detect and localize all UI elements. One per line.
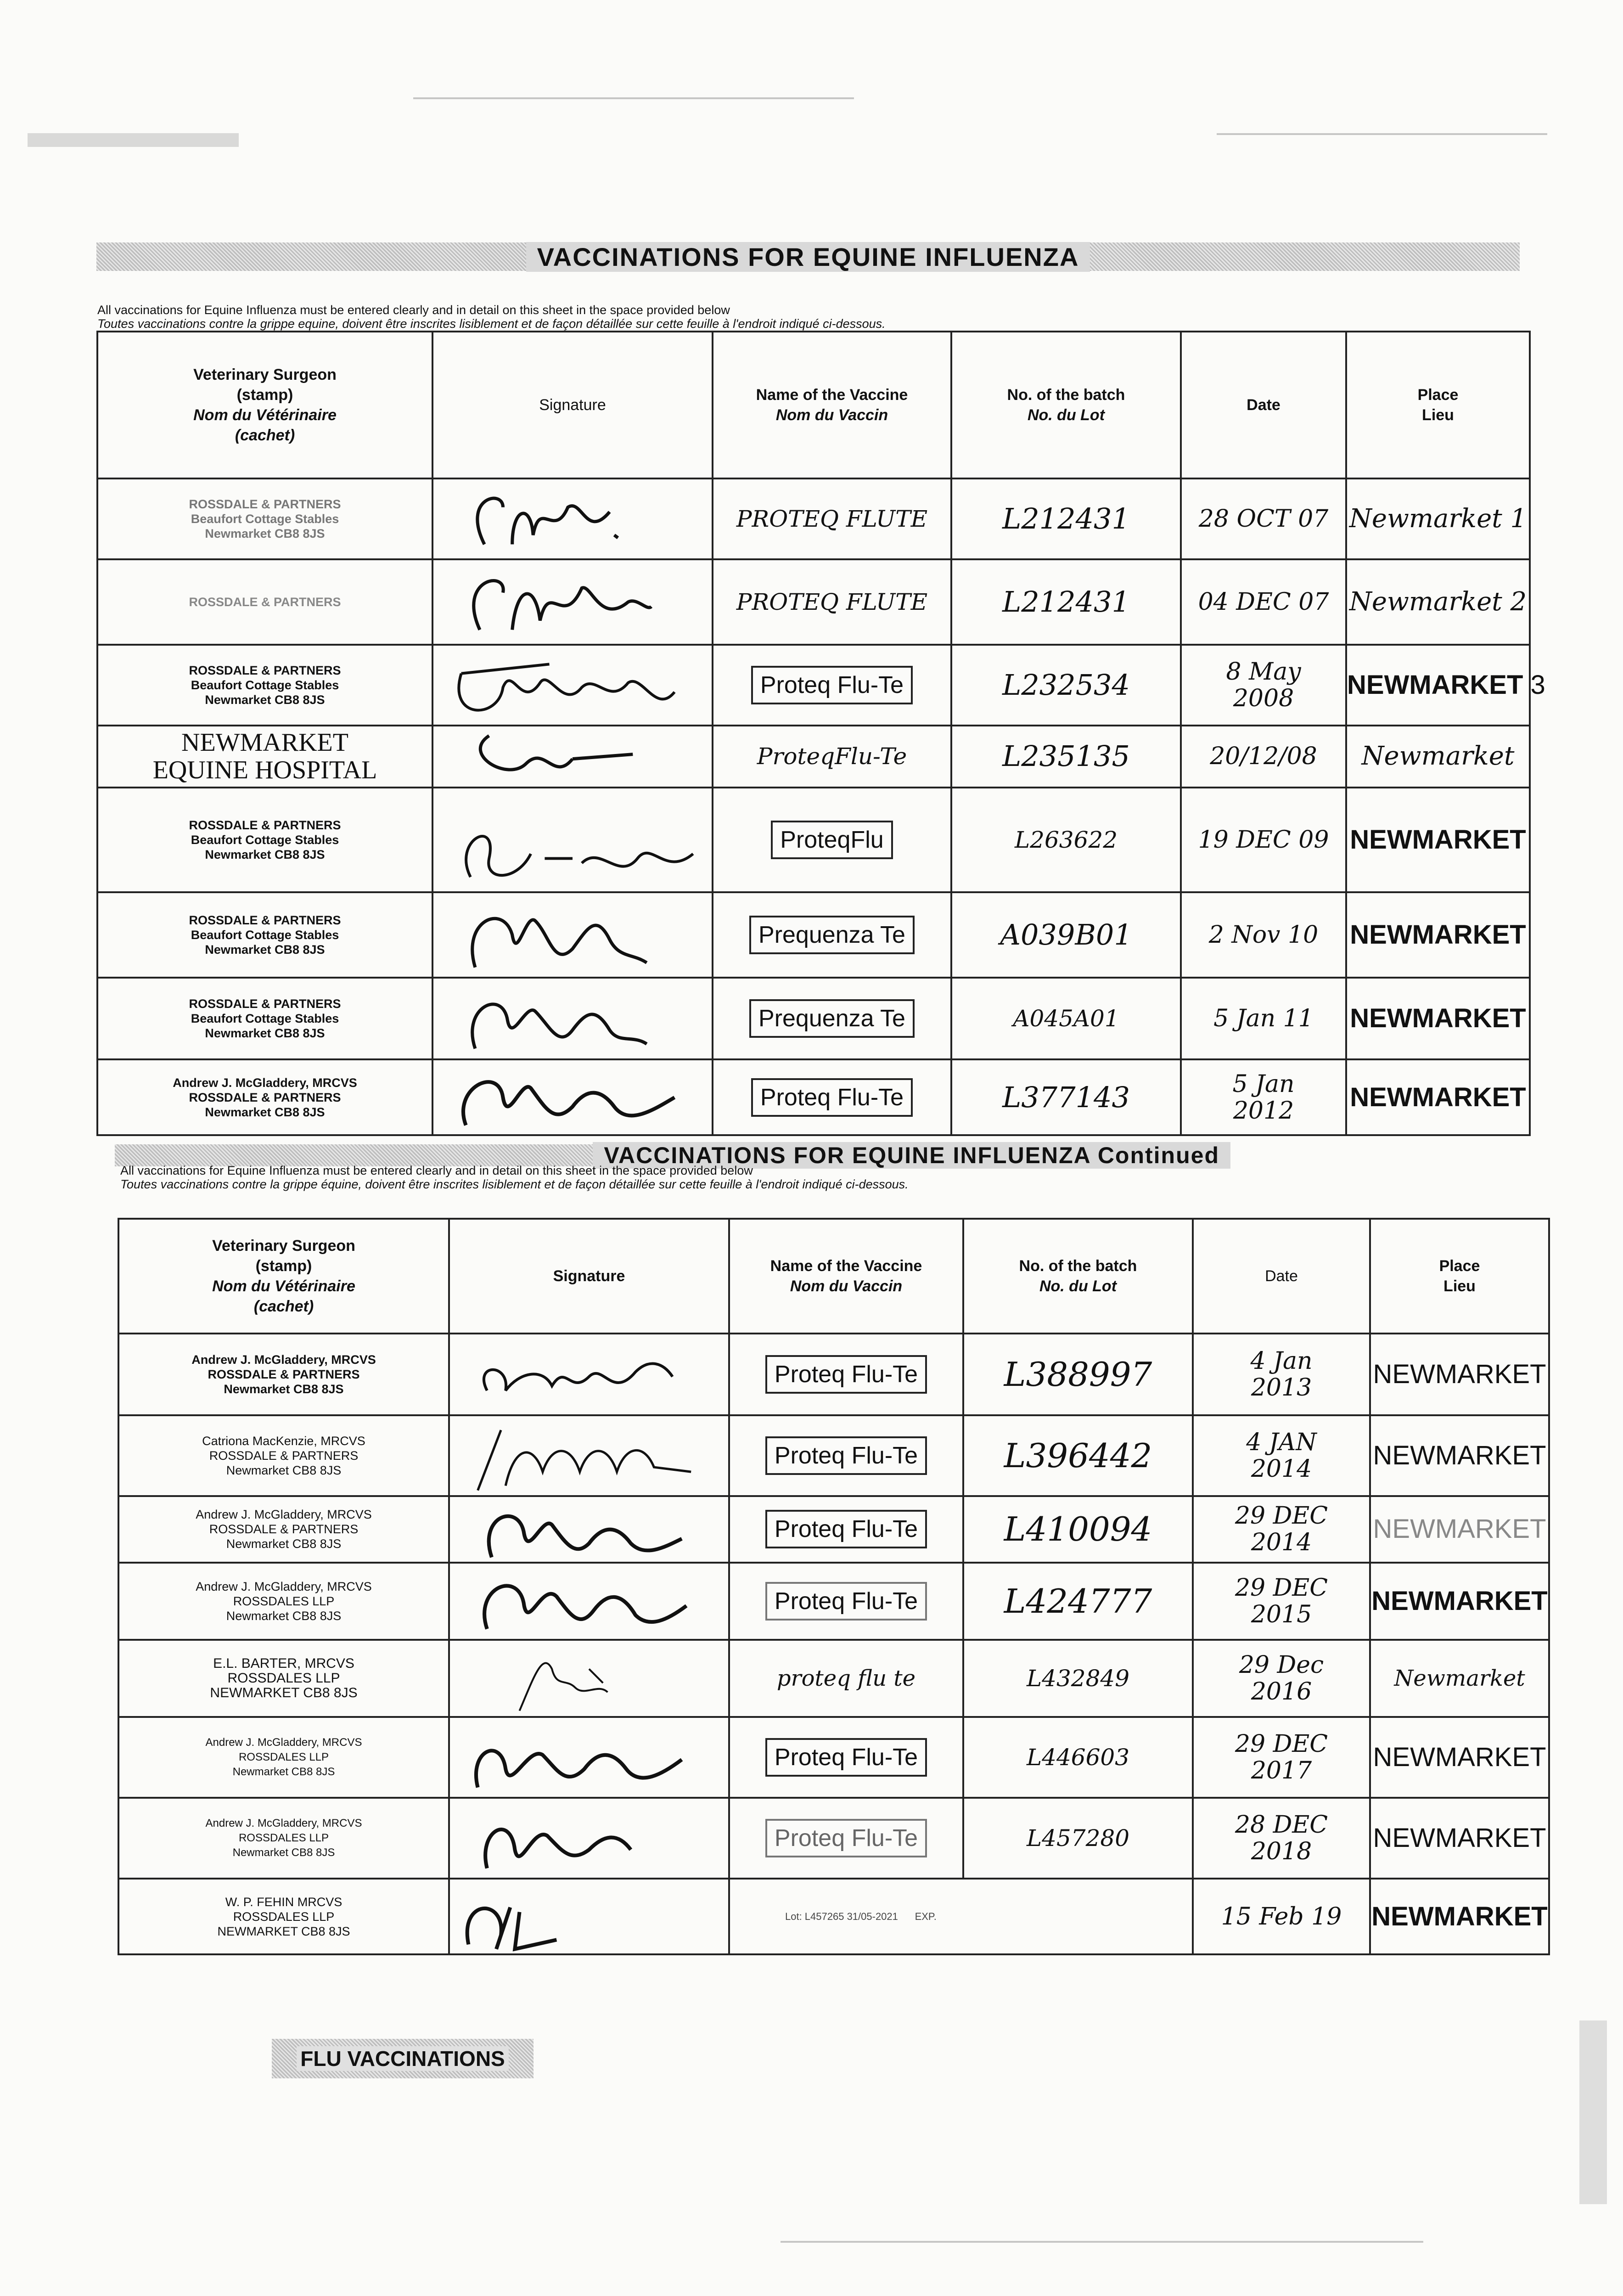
vaccine-name: Proteq Flu-Te bbox=[729, 1563, 963, 1640]
header-batch: No. of the batch No. du Lot bbox=[963, 1219, 1193, 1334]
vaccination-date: 2 Nov 10 bbox=[1181, 892, 1346, 978]
vaccine-name: Proteq Flu-Te bbox=[713, 1059, 951, 1136]
batch-number: L212431 bbox=[951, 559, 1181, 645]
vaccination-table-1 bbox=[96, 331, 1545, 1136]
section-2-title: VACCINATIONS FOR EQUINE INFLUENZA Continued bbox=[593, 1142, 1230, 1169]
signature-image bbox=[432, 978, 713, 1059]
batch-number: L410094 bbox=[963, 1496, 1193, 1563]
vet-stamp: W. P. FEHIN MRCVS ROSSDALES LLP NEWMARKET CB8 8JS bbox=[118, 1879, 449, 1955]
header-place: Place Lieu bbox=[1346, 332, 1530, 478]
vet-stamp: Catriona MacKenzie, MRCVS ROSSDALE & PARTNERS Newmarket CB8 8JS bbox=[118, 1415, 449, 1496]
instruction-en: All vaccinations for Equine Influenza must be entered clearly and in detail on this sheet in the space provided below bbox=[120, 1164, 753, 1177]
vet-stamp: ROSSDALE & PARTNERS bbox=[97, 559, 432, 645]
table-row bbox=[118, 1334, 1549, 1415]
table-row bbox=[97, 788, 1530, 892]
vaccination-date: 04 DEC 07 bbox=[1181, 559, 1346, 645]
batch-number: A039B01 bbox=[951, 892, 1181, 978]
batch-number: L396442 bbox=[963, 1415, 1193, 1496]
signature-image bbox=[432, 645, 713, 726]
vaccination-date: 29 Dec 2016 bbox=[1193, 1640, 1370, 1717]
table-row bbox=[118, 1415, 1549, 1496]
signature-image bbox=[449, 1415, 729, 1496]
vaccination-date: 19 DEC 09 bbox=[1181, 788, 1346, 892]
vaccination-date: 28 OCT 07 bbox=[1181, 478, 1346, 559]
header-vaccine: Name of the Vaccine Nom du Vaccin bbox=[713, 332, 951, 478]
vaccine-name: ProteqFlu-Te bbox=[713, 726, 951, 788]
signature-image bbox=[449, 1334, 729, 1415]
header-batch: No. of the batch No. du Lot bbox=[951, 332, 1181, 478]
vet-stamp: Andrew J. McGladdery, MRCVS ROSSDALES LLP Newmarket CB8 8JS bbox=[118, 1798, 449, 1879]
signature-image bbox=[449, 1640, 729, 1717]
vet-stamp: Andrew J. McGladdery, MRCVS ROSSDALE & PARTNERS Newmarket CB8 8JS bbox=[118, 1496, 449, 1563]
vaccine-name: ProteqFlu bbox=[713, 788, 951, 892]
table-row bbox=[97, 559, 1530, 645]
vet-stamp: Andrew J. McGladdery, MRCVS ROSSDALE & PARTNERS Newmarket CB8 8JS bbox=[118, 1334, 449, 1415]
header-vaccine: Name of the Vaccine Nom du Vaccin bbox=[729, 1219, 963, 1334]
vaccination-table-2 bbox=[118, 1218, 1550, 1955]
scan-noise bbox=[413, 97, 854, 99]
signature-image bbox=[449, 1496, 729, 1563]
flu-vaccinations-tab: FLU VACCINATIONS bbox=[272, 2039, 534, 2078]
batch-number: L424777 bbox=[963, 1563, 1193, 1640]
table-row bbox=[118, 1563, 1549, 1640]
table-row bbox=[97, 892, 1530, 978]
margin-number: 2 bbox=[1510, 587, 1527, 617]
place: Newmarket 1 bbox=[1346, 478, 1530, 559]
signature-image bbox=[432, 788, 713, 892]
vaccine-name: proteq flu te bbox=[729, 1640, 963, 1717]
place: NEWMARKET bbox=[1370, 1563, 1549, 1640]
vet-stamp: E.L. BARTER, MRCVS ROSSDALES LLP NEWMARKET CB8 8JS bbox=[118, 1640, 449, 1717]
vet-stamp: NEWMARKET EQUINE HOSPITAL bbox=[97, 726, 432, 788]
vet-stamp: ROSSDALE & PARTNERS Beaufort Cottage Stables Newmarket CB8 8JS bbox=[97, 478, 432, 559]
vaccination-date: 29 DEC 2014 bbox=[1193, 1496, 1370, 1563]
signature-image bbox=[432, 892, 713, 978]
signature-image bbox=[449, 1879, 729, 1955]
place: Newmarket 2 bbox=[1346, 559, 1530, 645]
vaccine-name: Proteq Flu-Te bbox=[729, 1415, 963, 1496]
place: NEWMARKET bbox=[1370, 1879, 1549, 1955]
table-1-header-row bbox=[97, 332, 1530, 478]
scan-noise bbox=[1217, 133, 1547, 135]
place: Newmarket bbox=[1346, 726, 1530, 788]
scan-noise bbox=[28, 133, 239, 147]
batch-number: L212431 bbox=[951, 478, 1181, 559]
vaccination-date: 5 Jan 2012 bbox=[1181, 1059, 1346, 1136]
place: NEWMARKET bbox=[1346, 978, 1530, 1059]
vaccine-name: Prequenza Te bbox=[713, 892, 951, 978]
batch-number: L457280 bbox=[963, 1798, 1193, 1879]
signature-image bbox=[432, 1059, 713, 1136]
place: Newmarket bbox=[1370, 1640, 1549, 1717]
table-row bbox=[97, 1059, 1530, 1136]
vaccine-name: PROTEQ FLUTE bbox=[713, 559, 951, 645]
vaccination-date: 4 JAN 2014 bbox=[1193, 1415, 1370, 1496]
header-vet: Veterinary Surgeon (stamp) Nom du Vétérinaire (cachet) bbox=[97, 332, 432, 478]
vet-stamp: ROSSDALE & PARTNERS Beaufort Cottage Stables Newmarket CB8 8JS bbox=[97, 645, 432, 726]
vaccination-date: 29 DEC 2017 bbox=[1193, 1717, 1370, 1798]
vaccine-name: Proteq Flu-Te bbox=[713, 645, 951, 726]
header-date: Date bbox=[1193, 1219, 1370, 1334]
vet-stamp: ROSSDALE & PARTNERS Beaufort Cottage Stables Newmarket CB8 8JS bbox=[97, 892, 432, 978]
place: NEWMARKET bbox=[1370, 1496, 1549, 1563]
vaccine-name: Proteq Flu-Te bbox=[729, 1334, 963, 1415]
vaccination-date: 29 DEC 2015 bbox=[1193, 1563, 1370, 1640]
vet-stamp: ROSSDALE & PARTNERS Beaufort Cottage Stables Newmarket CB8 8JS bbox=[97, 978, 432, 1059]
vaccine-name: Proteq Flu-Te bbox=[729, 1717, 963, 1798]
table-row bbox=[97, 726, 1530, 788]
batch-number: A045A01 bbox=[951, 978, 1181, 1059]
batch-number: L232534 bbox=[951, 645, 1181, 726]
batch-number: L263622 bbox=[951, 788, 1181, 892]
batch-number: L388997 bbox=[963, 1334, 1193, 1415]
place: NEWMARKET bbox=[1346, 788, 1530, 892]
signature-image bbox=[432, 559, 713, 645]
table-row bbox=[118, 1496, 1549, 1563]
vaccination-date: 28 DEC 2018 bbox=[1193, 1798, 1370, 1879]
signature-image bbox=[449, 1717, 729, 1798]
lot-sticker: Lot: L457265 31/05-2021 EXP. bbox=[729, 1879, 1193, 1955]
place: NEWMARKET bbox=[1346, 1059, 1530, 1136]
vaccination-date: 15 Feb 19 bbox=[1193, 1879, 1370, 1955]
table-2-header-row bbox=[118, 1219, 1549, 1334]
header-date: Date bbox=[1181, 332, 1346, 478]
scan-noise bbox=[1579, 2020, 1607, 2204]
header-place: Place Lieu bbox=[1370, 1219, 1549, 1334]
vaccine-name: Prequenza Te bbox=[713, 978, 951, 1059]
place: NEWMARKET 3 bbox=[1346, 645, 1530, 726]
table-row bbox=[97, 645, 1530, 726]
signature-image bbox=[449, 1563, 729, 1640]
batch-number: L235135 bbox=[951, 726, 1181, 788]
margin-number: 1 bbox=[1510, 504, 1527, 534]
section-1-title: VACCINATIONS FOR EQUINE INFLUENZA bbox=[526, 242, 1090, 272]
vet-stamp: Andrew J. McGladdery, MRCVS ROSSDALES LLP Newmarket CB8 8JS bbox=[118, 1717, 449, 1798]
place: NEWMARKET bbox=[1370, 1717, 1549, 1798]
batch-number: L446603 bbox=[963, 1717, 1193, 1798]
vet-stamp: Andrew J. McGladdery, MRCVS ROSSDALES LLP Newmarket CB8 8JS bbox=[118, 1563, 449, 1640]
vaccination-date: 20/12/08 bbox=[1181, 726, 1346, 788]
scan-noise bbox=[781, 2241, 1423, 2243]
place: NEWMARKET bbox=[1370, 1334, 1549, 1415]
table-row bbox=[97, 478, 1530, 559]
table-row bbox=[97, 978, 1530, 1059]
section-2-title-banner bbox=[115, 1144, 1230, 1166]
vet-stamp: ROSSDALE & PARTNERS Beaufort Cottage Stables Newmarket CB8 8JS bbox=[97, 788, 432, 892]
signature-image bbox=[432, 726, 713, 788]
table-row bbox=[118, 1640, 1549, 1717]
vaccination-date: 8 May 2008 bbox=[1181, 645, 1346, 726]
section-1-title-banner bbox=[96, 242, 1520, 271]
table-row bbox=[118, 1798, 1549, 1879]
instruction-en: All vaccinations for Equine Influenza must be entered clearly and in detail on this sheet in the space provided below bbox=[97, 303, 730, 317]
table-row bbox=[118, 1879, 1549, 1955]
header-vet: Veterinary Surgeon (stamp) Nom du Vétérinaire (cachet) bbox=[118, 1219, 449, 1334]
section-1-instructions bbox=[97, 303, 886, 331]
vaccine-name: Proteq Flu-Te bbox=[729, 1496, 963, 1563]
instruction-fr: Toutes vaccinations contre la grippe equine, doivent être inscrites lisiblement et de façon détaillée sur cette feuille à l'endroit indiqué ci-dessous. bbox=[97, 317, 886, 331]
vaccination-date: 4 Jan 2013 bbox=[1193, 1334, 1370, 1415]
signature-image bbox=[449, 1798, 729, 1879]
instruction-fr: Toutes vaccinations contre la grippe équine, doivent être inscrites lisiblement et de façon détaillée sur cette feuille à l'endroit indiqué ci-dessous. bbox=[120, 1177, 909, 1191]
section-2-instructions bbox=[120, 1164, 909, 1191]
margin-number: 3 bbox=[1530, 670, 1545, 700]
place: NEWMARKET bbox=[1370, 1798, 1549, 1879]
vaccine-name: PROTEQ FLUTE bbox=[713, 478, 951, 559]
vaccine-name: Proteq Flu-Te bbox=[729, 1798, 963, 1879]
batch-number: L432849 bbox=[963, 1640, 1193, 1717]
table-row bbox=[118, 1717, 1549, 1798]
place: NEWMARKET bbox=[1346, 892, 1530, 978]
signature-image bbox=[432, 478, 713, 559]
batch-number: L377143 bbox=[951, 1059, 1181, 1136]
vaccination-date: 5 Jan 11 bbox=[1181, 978, 1346, 1059]
place: NEWMARKET bbox=[1370, 1415, 1549, 1496]
header-signature: Signature bbox=[432, 332, 713, 478]
header-signature: Signature bbox=[449, 1219, 729, 1334]
vet-stamp: Andrew J. McGladdery, MRCVS ROSSDALE & PARTNERS Newmarket CB8 8JS bbox=[97, 1059, 432, 1136]
